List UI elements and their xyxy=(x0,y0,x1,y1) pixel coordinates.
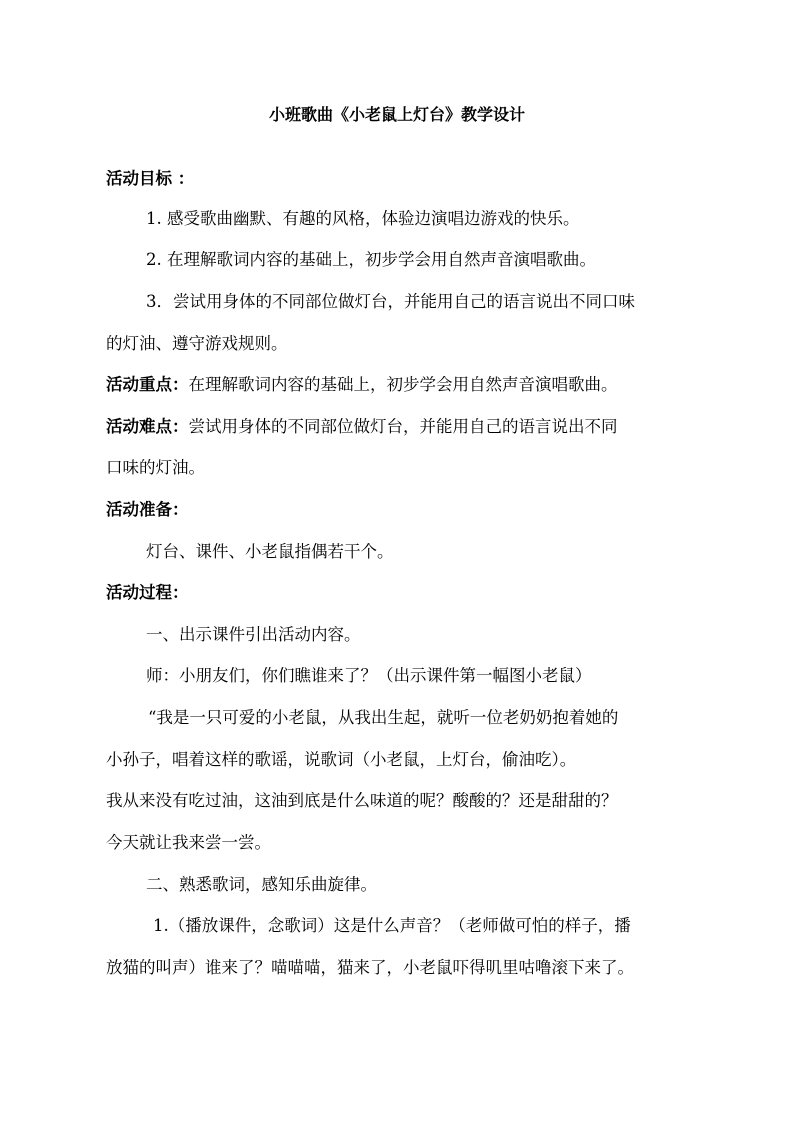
quote-line-1: “我是一只可爱的小老鼠，从我出生起，就听一位老奶奶抱着她的 xyxy=(148,708,619,727)
preparation-text: 灯台、课件、小老鼠指偶若干个。 xyxy=(146,542,394,561)
process-step-1: 一、出示课件引出活动内容。 xyxy=(146,625,361,644)
preparation-heading: 活动准备： xyxy=(106,500,189,519)
key-point-paragraph xyxy=(106,373,618,397)
document-title: 小班歌曲《小老鼠上灯台》教学设计 xyxy=(268,105,525,124)
goal-item-3-line-2: 的灯油、遵守游戏规则。 xyxy=(106,334,288,353)
process-heading: 活动过程： xyxy=(106,583,189,602)
key-point-text: 在理解歌词内容的基础上，初步学会用自然声音演唱歌曲。 xyxy=(188,375,618,394)
difficulty-paragraph-line-1 xyxy=(106,415,618,439)
quote-line-3: 我从来没有吃过油，这油到底是什么味道的呢？酸酸的？还是甜甜的？ xyxy=(106,791,618,810)
goals-heading: 活动目标 ： xyxy=(106,169,195,188)
goal-item-2: 2. 在理解歌词内容的基础上，初步学会用自然声音演唱歌曲。 xyxy=(146,250,596,269)
step-2-item-1-line-1: 1.（播放课件，念歌词）这是什么声音？（老师做可怕的样子，播 xyxy=(153,916,631,935)
difficulty-text-line-1: 尝试用身体的不同部位做灯台，并能用自己的语言说出不同 xyxy=(188,417,618,436)
key-point-label: 活动重点： xyxy=(106,375,189,394)
goal-item-3-line-1: 3．尝试用身体的不同部位做灯台，并能用自己的语言说出不同口味 xyxy=(146,292,635,311)
process-step-2: 二、熟悉歌词，感知乐曲旋律。 xyxy=(146,875,377,894)
difficulty-text-line-2: 口味的灯油。 xyxy=(106,458,205,477)
quote-line-4: 今天就让我来尝一尝。 xyxy=(106,833,271,852)
quote-line-2: 小孙子，唱着这样的歌谣，说歌词（小老鼠，上灯台，偷油吃）。 xyxy=(106,750,577,769)
teacher-line: 师：小朋友们，你们瞧谁来了？（出示课件第一幅图小老鼠） xyxy=(146,666,592,685)
goal-item-1: 1. 感受歌曲幽默、有趣的风格，体验边演唱边游戏的快乐。 xyxy=(146,209,580,228)
step-2-item-1-line-2: 放猫的叫声）谁来了？喵喵喵，猫来了，小老鼠吓得叽里咕噜滚下来了。 xyxy=(106,958,634,977)
difficulty-label: 活动难点： xyxy=(106,417,189,436)
